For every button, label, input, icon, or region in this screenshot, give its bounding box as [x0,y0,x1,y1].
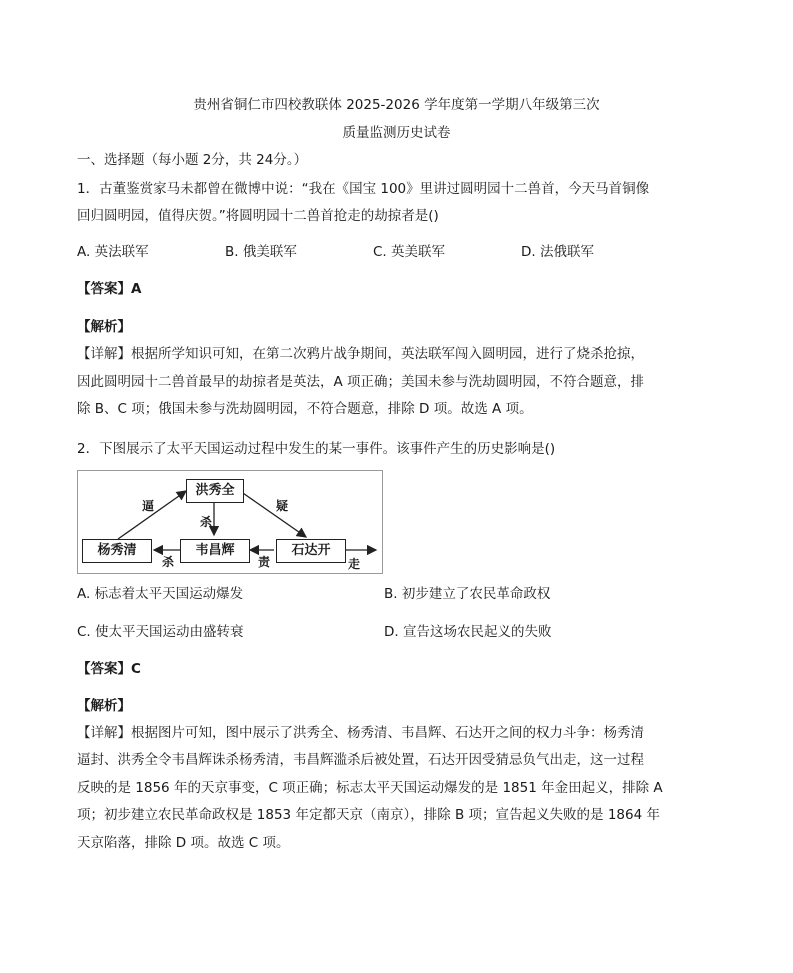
q2-answer: 【答案】C [77,661,141,677]
q2-option-d: D. 宣告这场农民起义的失败 [384,624,552,640]
node-hong-xiuquan: 洪秀全 [186,479,244,503]
q1-analysis-line: 【详解】根据所学知识可知，在第二次鸦片战争期间，英法联军闯入圆明园，进行了烧杀抢掠， [77,346,644,362]
q2-stem: 2．下图展示了太平天国运动过程中发生的某一事件。该事件产生的历史影响是() [77,441,556,457]
q1-option-b: B. 俄美联军 [225,244,297,260]
q2-option-a: A. 标志着太平天国运动爆发 [77,586,244,602]
label-ze: 责 [258,555,271,569]
q1-option-a: A. 英法联军 [77,244,149,260]
power-struggle-diagram [77,470,383,574]
exam-title-line1: 贵州省铜仁市四校教联体 2025-2026 学年度第一学期八年级第三次 [193,97,600,113]
node-shi-dakai: 石达开 [276,539,346,563]
q1-analysis-line: 因此圆明园十二兽首最早的劫掠者是英法，A 项正确；美国未参与洗劫圆明园，不符合题意，排 [77,374,645,390]
q2-analysis-line: 逼封、洪秀全令韦昌辉诛杀杨秀清，韦昌辉滥杀后被处置，石达开因受猜忌负气出走，这一过程 [77,752,644,768]
q2-analysis-line: 天京陷落，排除 D 项。故选 C 项。 [77,835,290,851]
q1-option-c: C. 英美联军 [373,244,446,260]
q1-analysis-line: 除 B、C 项；俄国未参与洗劫圆明园，不符合题意，排除 D 项。故选 A 项。 [77,401,533,417]
arrow-yi [240,491,306,537]
label-zou: 走 [348,557,361,571]
q2-analysis-line: 【详解】根据图片可知，图中展示了洪秀全、杨秀清、韦昌辉、石达开之间的权力斗争：杨秀清 [77,725,644,741]
q2-analysis-line: 项；初步建立农民革命政权是 1853 年定都天京（南京），排除 B 项；宣告起义失败的是 1864 年 [77,807,660,823]
label-bi: 逼 [142,499,155,513]
label-sha-horizontal: 杀 [162,555,175,569]
q2-option-c: C. 使太平天国运动由盛转衰 [77,624,244,640]
q1-answer: 【答案】A [77,281,142,297]
q2-analysis-label: 【解析】 [77,698,131,714]
q1-stem-line2: 回归圆明园，值得庆贺。”将圆明园十二兽首抢走的劫掠者是() [77,208,439,224]
q1-stem-line1: 1．古董鉴赏家马未都曾在微博中说：“我在《国宝 100》里讲过圆明园十二兽首，今天马首铜像 [77,181,650,197]
exam-title-line2: 质量监测历史试卷 [342,125,451,141]
label-sha-vertical: 杀 [200,515,213,529]
q1-analysis-label: 【解析】 [77,319,131,335]
node-yang-xiuqing: 杨秀清 [82,539,152,563]
node-wei-changhui: 韦昌辉 [180,539,250,563]
q2-analysis-line: 反映的是 1856 年的天京事变，C 项正确；标志太平天国运动爆发的是 1851 年金田起义，排除 A [77,780,663,796]
section-heading: 一、选择题（每小题 2分，共 24分。） [77,152,308,168]
q2-option-b: B. 初步建立了农民革命政权 [384,586,551,602]
q1-option-d: D. 法俄联军 [521,244,594,260]
label-yi: 疑 [276,499,289,513]
